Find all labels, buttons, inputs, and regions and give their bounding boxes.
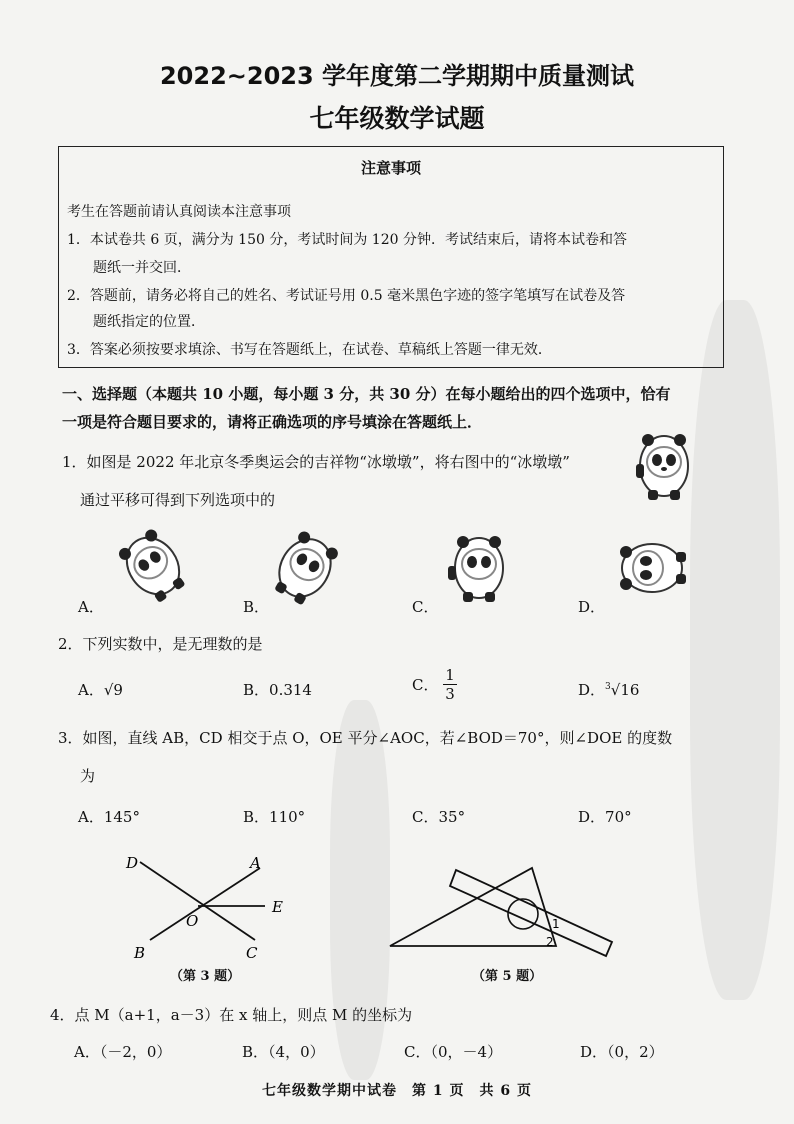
triangle-ruler [390, 868, 556, 946]
straight-ruler [450, 870, 612, 956]
notice-intro: 考生在答题前请认真阅读本注意事项 [67, 204, 291, 220]
label-b: B [134, 944, 146, 962]
notice-item-1: 1．本试卷共 6 页，满分为 150 分，考试时间为 120 分钟．考试结束后，请将本试卷和答 [67, 232, 627, 248]
q2-option-b-label: B． [243, 681, 270, 699]
panda-option-b-image [270, 528, 340, 608]
q2-option-d-label: D． [578, 681, 606, 699]
section1-heading: 一、选择题（本题共 10 小题，每小题 3 分，共 30 分）在每小题给出的四个选项中，恰有 [62, 385, 671, 403]
label-a: A [250, 854, 261, 872]
q2-stem: 2．下列实数中，是无理数的是 [58, 635, 263, 653]
q2-option-d-value: √16 [610, 681, 640, 699]
q1-option-d: D． [578, 598, 606, 616]
panda-option-a-image [118, 526, 188, 606]
line-ba [150, 868, 260, 940]
q2-option-c-label: C． [412, 676, 439, 694]
exam-subtitle: 七年级数学试题 [309, 104, 485, 133]
q2-option-a-label: A． [78, 681, 104, 699]
q2-option-b-value: 0.314 [269, 681, 312, 699]
notice-heading: 注意事项 [360, 159, 421, 177]
exam-title: 2022~2023 学年度第二学期期中质量测试 [159, 62, 635, 90]
figure-3-diagram [110, 846, 310, 966]
q3-stem-cont: 为 [80, 767, 96, 785]
cube-root-index: 3 [605, 682, 611, 692]
angle-label-2: 2 [546, 935, 554, 949]
q2-option-b [243, 679, 312, 700]
page-footer: 七年级数学期中试卷 第 1 页 共 6 页 [262, 1083, 532, 1099]
q1-option-c: C． [412, 598, 439, 616]
label-o: O [186, 912, 199, 930]
q3-option-c: C．35° [412, 808, 466, 826]
notice-item-2-cont: 题纸指定的位置． [93, 314, 205, 330]
fraction-denominator: 3 [445, 685, 455, 703]
panda-reference-image [634, 424, 694, 504]
q4-option-d: D．（0，2） [580, 1043, 664, 1061]
q3-stem: 3．如图，直线 AB，CD 相交于点 O，OE 平分∠AOC，若∠BOD＝70°，则∠DOE 的度数 [58, 729, 673, 747]
notice-item-1-cont: 题纸一并交回． [93, 260, 191, 276]
figure-5-diagram [380, 856, 620, 966]
label-d: D [126, 854, 139, 872]
q2-option-d [578, 679, 639, 700]
figure-5-caption: （第 5 题） [472, 969, 543, 984]
notice-item-3: 3．答案必须按要求填涂、书写在答题纸上，在试卷、草稿纸上答题一律无效． [67, 342, 552, 358]
q2-option-a [78, 679, 123, 700]
angle-label-1: 1 [552, 917, 560, 931]
notice-box [58, 146, 724, 368]
q3-option-b: B．110° [243, 808, 306, 826]
q3-option-a: A．145° [78, 808, 140, 826]
q3-option-d: D．70° [578, 808, 632, 826]
q1-option-a: A． [78, 598, 104, 616]
label-c: C [246, 944, 258, 962]
q4-option-b: B．（4，0） [242, 1043, 325, 1061]
q1-stem-cont: 通过平移可得到下列选项中的 [80, 491, 276, 509]
notice-item-2: 2．答题前，请务必将自己的姓名、考试证号用 0.5 毫米黑色字迹的签字笔填写在试卷及答 [67, 288, 626, 304]
q2-option-c-fraction [443, 666, 457, 703]
q1-option-b: B． [243, 598, 270, 616]
section1-instruction: 一项是符合题目要求的，请将正确选项的序号填涂在答题纸上． [62, 413, 483, 431]
figure-3-caption: （第 3 题） [170, 969, 241, 984]
label-e: E [272, 898, 283, 916]
q4-option-a: A．（－2，0） [74, 1043, 172, 1061]
q4-stem: 4．点 M（a+1，a－3）在 x 轴上，则点 M 的坐标为 [50, 1006, 413, 1024]
fraction-numerator: 1 [445, 666, 455, 684]
q2-option-c [412, 666, 457, 703]
panda-option-d-image [612, 526, 692, 610]
q4-option-c: C．（0，－4） [404, 1043, 503, 1061]
q1-stem: 1．如图是 2022 年北京冬季奥运会的吉祥物“冰墩墩”，将右图中的“冰墩墩” [62, 453, 570, 471]
panda-option-c-image [444, 526, 514, 606]
q2-option-a-value: √9 [103, 681, 123, 699]
